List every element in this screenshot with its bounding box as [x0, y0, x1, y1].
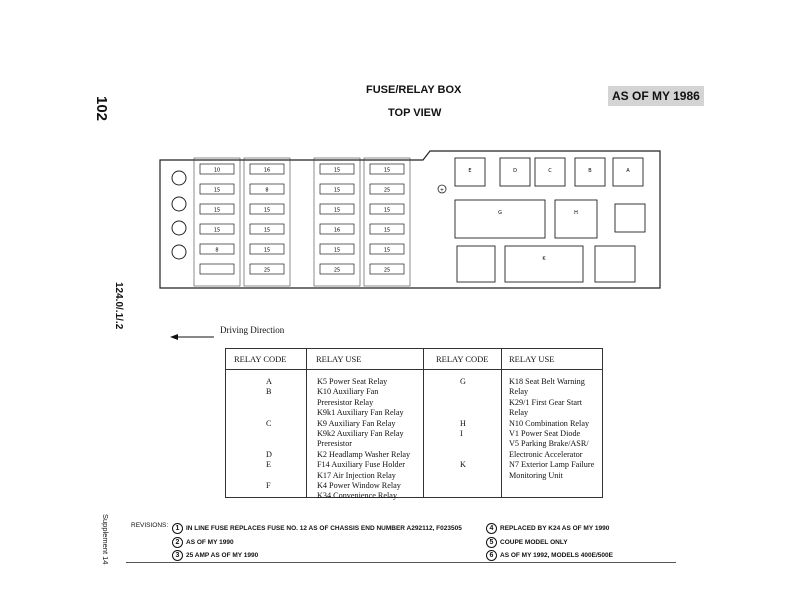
relay-use: K18 Seat Belt Warning: [509, 377, 585, 386]
fuse-rating: 15: [263, 227, 271, 234]
relay-use: V5 Parking Brake/ASR/: [509, 439, 589, 449]
relay-use: K4 Power Window Relay: [317, 481, 401, 491]
relay-code: G: [460, 377, 466, 386]
relay-table: [225, 348, 603, 501]
relay-use: K29/1 First Gear Start: [509, 397, 582, 407]
revision-1: [172, 523, 462, 534]
relay-code: A: [266, 377, 272, 386]
header-relay-code-1: RELAY CODE: [234, 354, 287, 364]
relay-use: Monitoring Unit: [509, 470, 563, 480]
relay-code: [266, 471, 272, 481]
relay-code: D: [266, 449, 272, 459]
fuse-rating: 15: [213, 207, 221, 214]
relay-use: Relay: [509, 408, 529, 418]
fuse-rating: 16: [333, 227, 341, 234]
relay-letter: H: [574, 210, 578, 216]
relay-code: C: [266, 418, 272, 428]
relay-use: K34 Convenience Relay: [317, 491, 398, 501]
relay-code: [460, 408, 466, 418]
revision-text: AS OF MY 1992, MODELS 400E/500E: [500, 552, 613, 559]
fuse-rating: 15: [383, 167, 391, 174]
relay-code: [460, 450, 466, 460]
relay-code: [266, 408, 272, 418]
page-title: FUSE/RELAY BOX: [366, 84, 462, 96]
supplement-label: Supplement 14: [101, 514, 110, 565]
fuse-rating: 15: [383, 227, 391, 234]
page-subtitle: TOP VIEW: [388, 107, 442, 119]
fuse: [200, 264, 234, 274]
driving-direction-label: Driving Direction: [220, 325, 285, 335]
relay-use: Preresistor Relay: [317, 397, 374, 407]
relay-use: K9 Auxiliary Fan Relay: [317, 418, 396, 428]
left-uses-column: [317, 377, 410, 502]
fuse-rating: 15: [213, 227, 221, 234]
revision-text: IN LINE FUSE REPLACES FUSE NO. 12 AS OF CHASSIS END NUMBER A292112, F023505: [186, 525, 462, 532]
header-relay-use-1: RELAY USE: [316, 354, 362, 364]
fuse-rating: 15: [333, 247, 341, 254]
revision-5: [486, 537, 568, 548]
fuse-rating: 15: [333, 187, 341, 194]
header-relay-use-2: RELAY USE: [509, 354, 555, 364]
fuse-column: [194, 158, 240, 286]
relay-use: F14 Auxiliary Fuse Holder: [317, 460, 406, 470]
revision-4: [486, 523, 609, 534]
relay-letter: G: [498, 210, 502, 216]
right-codes-column: [460, 377, 466, 471]
revision-2: [172, 537, 234, 548]
revision-text: REPLACED BY K24 AS OF MY 1990: [500, 525, 610, 532]
header-relay-code-2: RELAY CODE: [436, 354, 489, 364]
revision-number: 2: [172, 537, 183, 548]
relay-letter: A: [626, 168, 630, 174]
left-codes-column: [266, 377, 272, 491]
relay-use: K5 Power Seat Relay: [317, 377, 388, 386]
relay-use: Relay: [509, 387, 529, 397]
relay-use: K17 Air Injection Relay: [317, 470, 396, 480]
relay-socket: [505, 246, 583, 282]
revision-number: 4: [486, 523, 497, 534]
relay-letter: C: [548, 168, 552, 174]
revision-number: 5: [486, 537, 497, 548]
svg-text:+: +: [439, 187, 445, 194]
relay-code: [266, 398, 272, 408]
relay-code: [460, 439, 466, 449]
relay-code: E: [266, 460, 272, 470]
relay-code: F: [266, 481, 271, 491]
relay-use: N10 Combination Relay: [509, 418, 590, 428]
fuse-rating: 15: [383, 207, 391, 214]
right-uses-column: [509, 377, 594, 481]
relay-code: [266, 439, 272, 449]
fuse-rating: 8: [215, 247, 219, 254]
relay-code: [460, 398, 466, 408]
revision-text: AS OF MY 1990: [186, 539, 234, 546]
model-code: 124.0/.1/.2: [113, 282, 124, 330]
fuse-rating: 15: [383, 247, 391, 254]
revision-number: 1: [172, 523, 183, 534]
revision-3: [172, 550, 258, 561]
relay-use: K2 Headlamp Washer Relay: [317, 449, 411, 459]
fuse-rating: 15: [213, 187, 221, 194]
relay-use: K9k2 Auxiliary Fan Relay: [317, 429, 404, 439]
mounting-holes: [172, 171, 186, 259]
revision-number: 3: [172, 550, 183, 561]
relay-use: Electronic Accelerator: [509, 449, 583, 459]
relay-code: I: [460, 429, 463, 439]
relay-letter: D: [513, 168, 517, 174]
fuse-rating: 15: [263, 207, 271, 214]
fuse-relay-box-diagram: [155, 148, 675, 298]
revisions-box: [126, 518, 676, 563]
fuse-rating: 25: [263, 267, 271, 274]
relay-use: N7 Exterior Lamp Failure: [509, 460, 595, 470]
relay-code: K: [460, 460, 466, 470]
fuse-rating: 15: [333, 207, 341, 214]
fuse-rating: 25: [383, 267, 391, 274]
revisions-label: REVISIONS:: [131, 522, 169, 529]
fuse-rating: 8: [265, 187, 269, 194]
fuse-rating: 16: [263, 167, 271, 174]
relay-socket: [595, 246, 635, 282]
driving-direction-arrow: [170, 328, 214, 336]
relay-socket: [457, 246, 495, 282]
fuse-rating: 25: [333, 267, 341, 274]
revision-text: 25 AMP AS OF MY 1990: [186, 552, 259, 559]
relay-code: H: [460, 418, 466, 428]
fuse-rating: 25: [383, 187, 391, 194]
relay-code: [460, 387, 466, 397]
relay-socket: [615, 204, 645, 232]
relay-letter: E: [468, 168, 472, 174]
relay-socket: [555, 200, 597, 238]
revision-text: COUPE MODEL ONLY: [500, 539, 568, 546]
model-year-badge: AS OF MY 1986: [608, 86, 704, 106]
relay-code: B: [266, 387, 272, 397]
relay-use: V1 Power Seat Diode: [509, 429, 581, 439]
relay-use: K10 Auxiliary Fan: [317, 387, 379, 397]
page-number: 102: [93, 96, 110, 122]
fuse-rating: 15: [263, 247, 271, 254]
relay-use: Preresistor: [317, 439, 353, 449]
relay-letter: B: [588, 168, 592, 174]
relay-use: K9k1 Auxiliary Fan Relay: [317, 408, 404, 418]
revision-6: [486, 550, 613, 561]
relay-socket: [455, 200, 545, 238]
relay-letter: K: [542, 256, 546, 262]
fuse-rating: 10: [213, 167, 221, 174]
fuse-rating: 15: [333, 167, 341, 174]
relay-code: [266, 429, 272, 439]
revision-number: 6: [486, 550, 497, 561]
